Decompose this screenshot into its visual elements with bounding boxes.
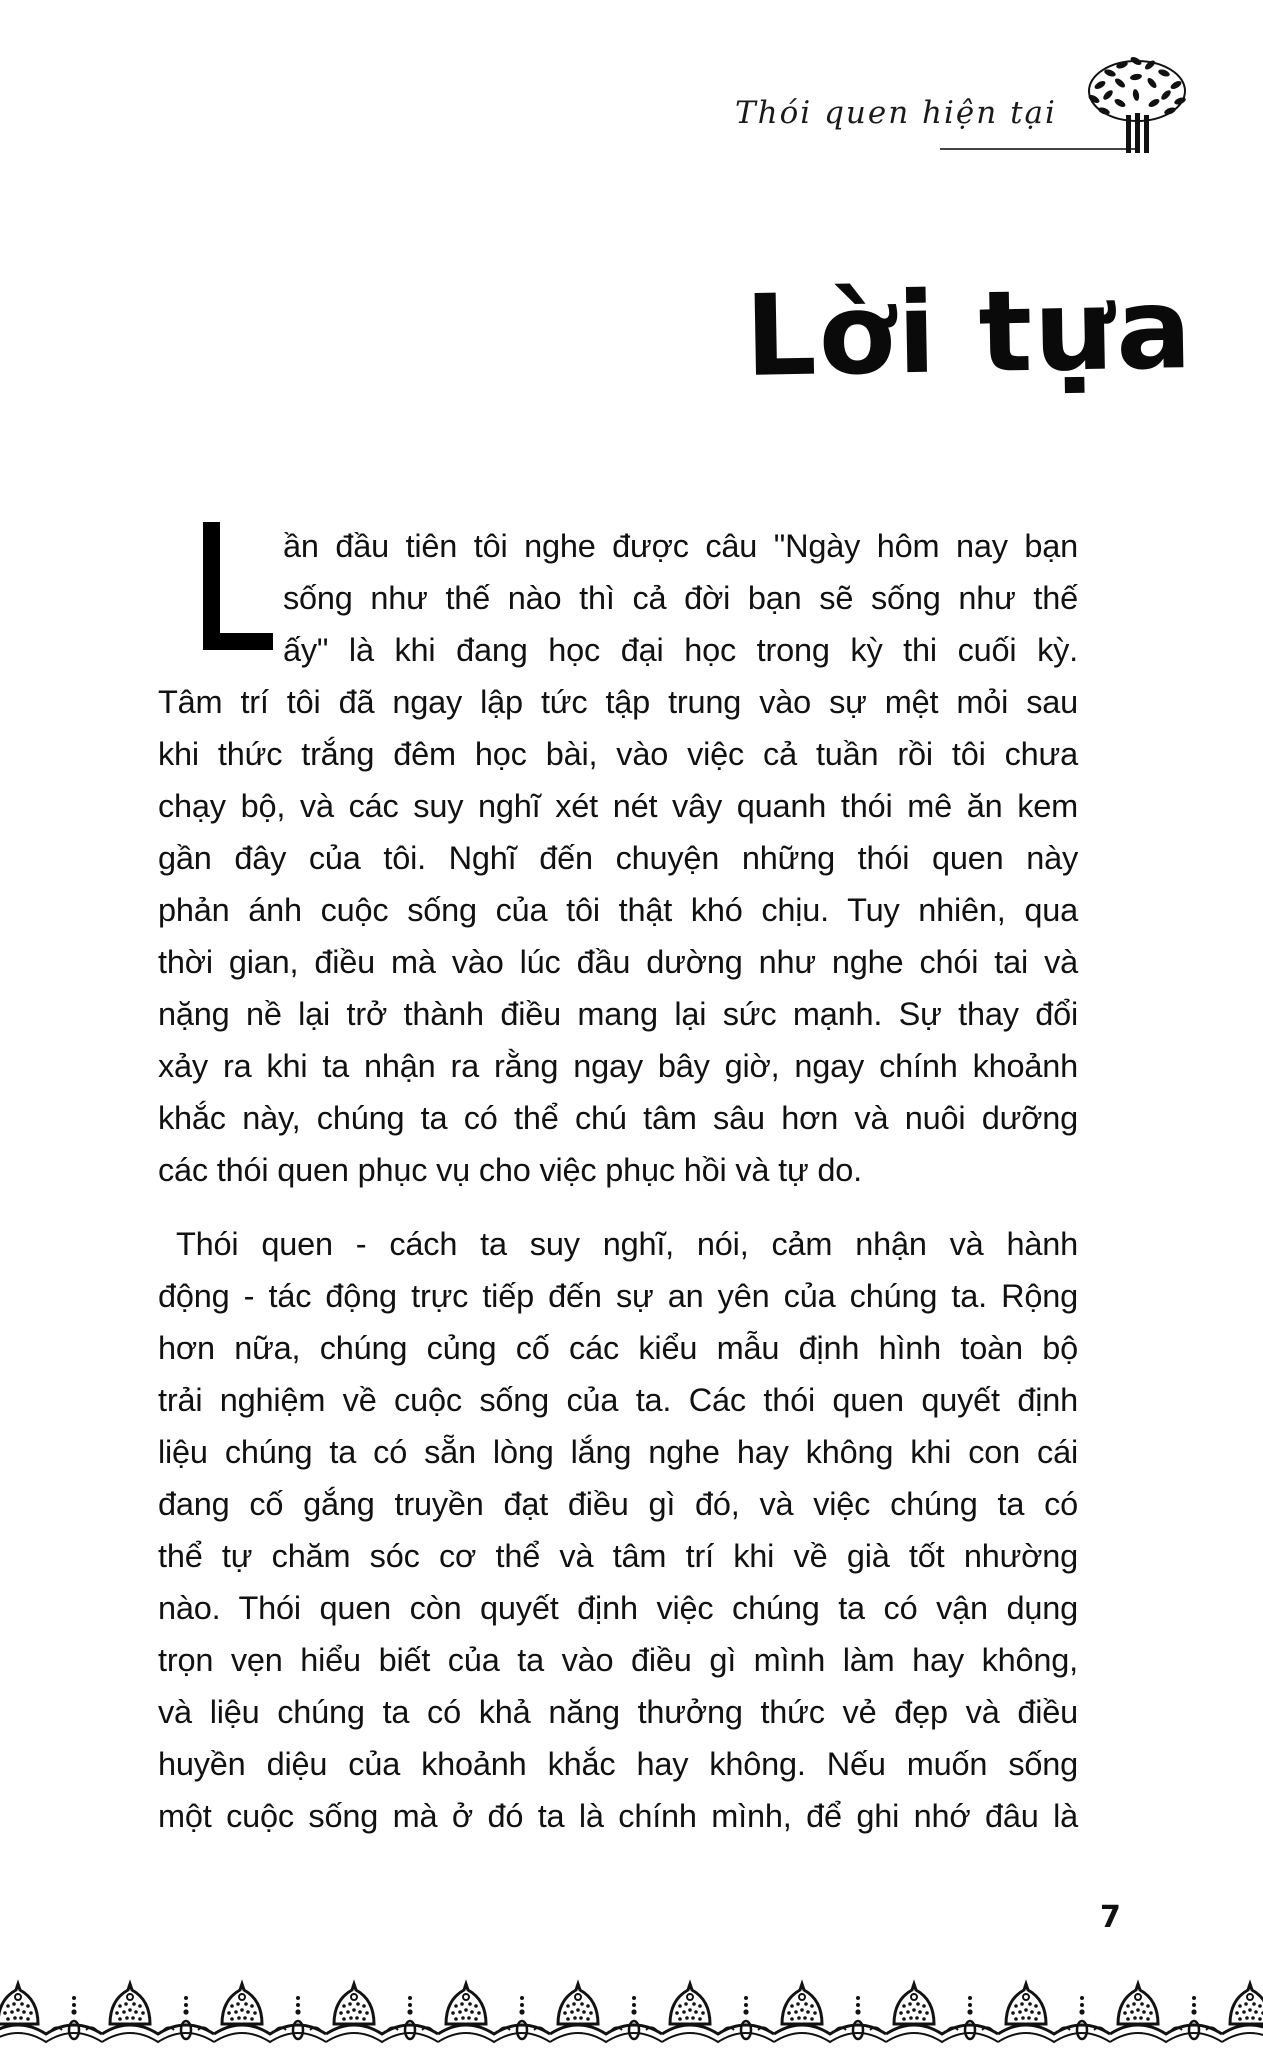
text-line: thể tự chăm sóc cơ thể và tâm trí khi về già tốt nhường xyxy=(158,1538,1078,1574)
text-line: xảy ra khi ta nhận ra rằng ngay bây giờ, ngay chính khoảnh xyxy=(158,1048,1078,1084)
text-line: phản ánh cuộc sống của tôi thật khó chịu. Tuy nhiên, qua xyxy=(158,892,1078,928)
text-line: huyền diệu của khoảnh khắc hay không. Nếu muốn sống xyxy=(158,1746,1078,1782)
paragraph-2 xyxy=(158,1218,1078,1842)
text-line-last: các thói quen phục vụ cho việc phục hồi và tự do. xyxy=(158,1152,862,1188)
text-line: trọn vẹn hiểu biết của ta vào điều gì mình làm hay không, xyxy=(158,1642,1078,1678)
text-line: khi thức trắng đêm học bài, vào việc cả tuần rồi tôi chưa xyxy=(158,736,1078,772)
text-line: ấy" là khi đang học đại học trong kỳ thi cuối kỳ. xyxy=(283,632,1078,668)
page-number: 7 xyxy=(1100,1900,1121,1935)
text-line: một cuộc sống mà ở đó ta là chính mình, để ghi nhớ đâu là xyxy=(158,1798,1078,1834)
text-line: liệu chúng ta có sẵn lòng lắng nghe hay không khi con cái xyxy=(158,1434,1078,1470)
text-line: nào. Thói quen còn quyết định việc chúng ta có vận dụng xyxy=(158,1590,1078,1626)
text-line: chạy bộ, và các suy nghĩ xét nét vây quanh thói mê ăn kem xyxy=(158,788,1078,824)
text-line: trải nghiệm về cuộc sống của ta. Các thói quen quyết định xyxy=(158,1382,1078,1418)
text-line: Tâm trí tôi đã ngay lập tức tập trung vào sự mệt mỏi sau xyxy=(158,684,1078,720)
paragraph-1 xyxy=(158,520,1078,1196)
text-line: ần đầu tiên tôi nghe được câu "Ngày hôm nay bạn xyxy=(283,528,1078,564)
text-line: khắc này, chúng ta có thể chú tâm sâu hơn và nuôi dưỡng xyxy=(158,1100,1078,1136)
tree-icon xyxy=(1080,55,1195,153)
text-line: đang cố gắng truyền đạt điều gì đó, và việc chúng ta có xyxy=(158,1486,1078,1522)
text-line: thời gian, điều mà vào lúc đầu dường như nghe chói tai và xyxy=(158,944,1078,980)
text-line: và liệu chúng ta có khả năng thưởng thức vẻ đẹp và điều xyxy=(158,1694,1078,1730)
text-line: gần đây của tôi. Nghĩ đến chuyện những thói quen này xyxy=(158,840,1078,876)
chapter-title: Lời tựa xyxy=(743,264,1195,402)
text-line: động - tác động trực tiếp đến sự an yên của chúng ta. Rộng xyxy=(158,1278,1078,1314)
text-line: Thói quen - cách ta suy nghĩ, nói, cảm nhận và hành xyxy=(176,1226,1078,1262)
text-line: sống như thế nào thì cả đời bạn sẽ sống như thế xyxy=(283,580,1078,616)
running-header-title: Thói quen hiện tại xyxy=(735,95,1057,131)
text-line: nặng nề lại trở thành điều mang lại sức mạnh. Sự thay đổi xyxy=(158,996,1078,1032)
lace-border-ornament-icon xyxy=(0,1972,1263,2048)
text-line: hơn nữa, chúng củng cố các kiểu mẫu định hình toàn bộ xyxy=(158,1330,1078,1366)
